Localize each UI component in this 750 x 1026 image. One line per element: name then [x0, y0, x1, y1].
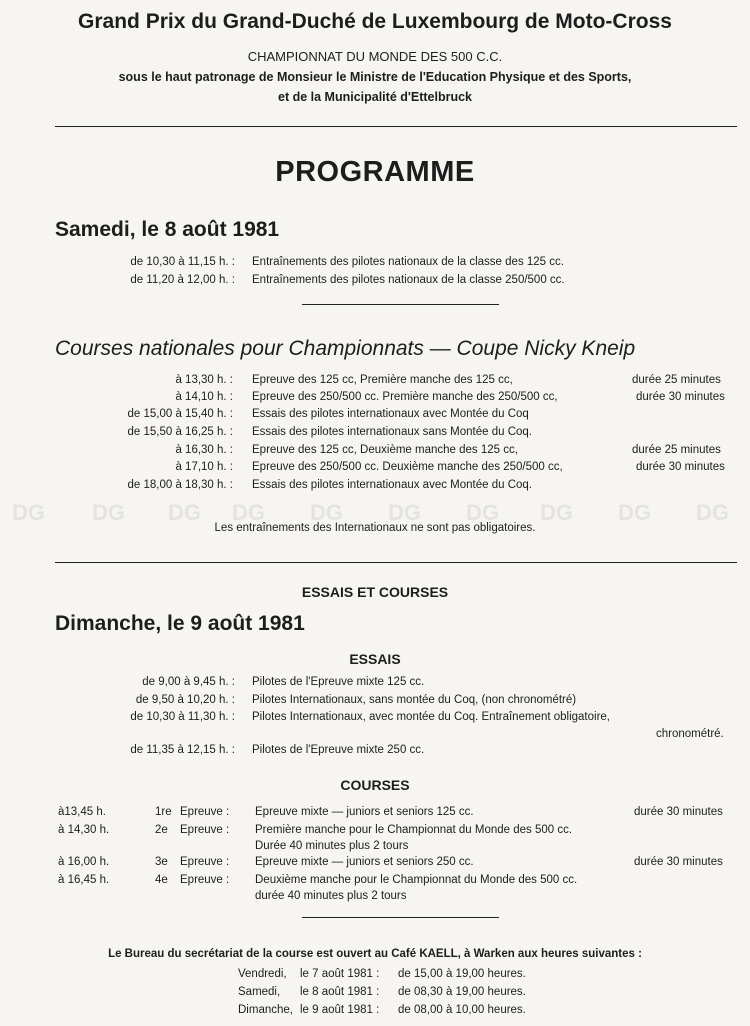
- training-text: Entraînements des pilotes nationaux de la classe des 125 cc.: [252, 256, 564, 268]
- course-time: à13,45 h.: [58, 806, 106, 818]
- national-courses-title: Courses nationales pour Championnats — Coupe Nicky Kneip: [55, 337, 636, 360]
- bureau-hours: de 08,30 à 19,00 heures.: [398, 986, 526, 998]
- course-duration: durée 30 minutes: [634, 856, 723, 868]
- courses-heading: COURSES: [340, 777, 410, 793]
- watermark-logo: DG: [466, 500, 499, 525]
- watermark-logo: DG: [310, 500, 343, 525]
- essai-text: Pilotes de l'Epreuve mixte 125 cc.: [252, 676, 425, 688]
- course-time: à 16,00 h.: [58, 856, 110, 868]
- training-time: de 10,30 à 11,15 h. :: [130, 256, 235, 268]
- bureau-day: Vendredi,: [238, 968, 287, 980]
- saturday-note: Les entraînements des Internationaux ne sont pas obligatoires.: [214, 522, 536, 534]
- watermark: [0, 450, 750, 525]
- patronage-line-1: sous le haut patronage de Monsieur le Ministre de l'Education Physique et des Sports,: [118, 70, 632, 84]
- watermark-logo: DG: [388, 500, 421, 525]
- event-time: à 17,10 h. :: [175, 461, 233, 473]
- essai-time: de 9,50 à 10,20 h. :: [135, 694, 235, 706]
- short-divider: [302, 917, 499, 918]
- course-extra: durée 40 minutes plus 2 tours: [255, 890, 407, 902]
- course-number: 2e: [155, 824, 168, 836]
- watermark-logo: DG: [168, 500, 201, 525]
- event-duration: durée 25 minutes: [632, 374, 721, 386]
- bureau-intro: Le Bureau du secrétariat de la course est ouvert au Café KAELL, à Warken aux heures suivantes :: [108, 948, 642, 960]
- patronage-line-2: et de la Municipalité d'Ettelbruck: [278, 90, 472, 104]
- watermark-logo: DG: [92, 500, 125, 525]
- watermark-logo: DG: [12, 500, 45, 525]
- course-number: 3e: [155, 856, 168, 868]
- championship-subtitle: CHAMPIONNAT DU MONDE DES 500 C.C.: [247, 49, 503, 64]
- header-divider: [55, 126, 737, 127]
- short-divider: [302, 304, 499, 305]
- course-extra: Durée 40 minutes plus 2 tours: [255, 840, 409, 852]
- training-text: Entraînements des pilotes nationaux de la classe 250/500 cc.: [252, 274, 565, 286]
- course-label: Epreuve :: [180, 856, 230, 868]
- event-time: à 13,30 h. :: [175, 374, 233, 386]
- bureau-date: le 9 août 1981 :: [300, 1004, 380, 1016]
- essai-time: de 11,35 à 12,15 h. :: [130, 744, 235, 756]
- event-duration: durée 30 minutes: [636, 391, 725, 403]
- event-text: Epreuve des 125 cc, Deuxième manche des 125 cc,: [252, 444, 518, 456]
- essais-et-courses-heading: ESSAIS ET COURSES: [301, 584, 449, 600]
- course-label: Epreuve :: [180, 874, 230, 886]
- event-duration: durée 25 minutes: [632, 444, 721, 456]
- essai-continuation: chronométré.: [656, 728, 724, 740]
- sunday-heading: Dimanche, le 9 août 1981: [55, 612, 305, 635]
- event-text: Epreuve des 125 cc, Première manche des 125 cc,: [252, 374, 513, 386]
- event-time: de 18,00 à 18,30 h. :: [127, 479, 233, 491]
- event-text: Essais des pilotes internationaux avec Montée du Coq: [252, 408, 529, 420]
- course-text: Première manche pour le Championnat du Monde des 500 cc.: [255, 824, 573, 836]
- watermark-logo: DG: [618, 500, 651, 525]
- course-text: Epreuve mixte — juniors et seniors 125 cc.: [255, 806, 474, 818]
- watermark-logo: DG: [232, 500, 265, 525]
- essais-heading: ESSAIS: [349, 651, 401, 667]
- bureau-day: Samedi,: [238, 986, 281, 998]
- course-time: à 16,45 h.: [58, 874, 110, 886]
- bureau-hours: de 08,00 à 10,00 heures.: [398, 1004, 526, 1016]
- bureau-date: le 8 août 1981 :: [300, 986, 380, 998]
- course-label: Epreuve :: [180, 824, 230, 836]
- event-duration: durée 30 minutes: [636, 461, 725, 473]
- page-title: Grand Prix du Grand-Duché de Luxembourg de Moto-Cross: [78, 10, 672, 33]
- event-text: Epreuve des 250/500 cc. Deuxième manche des 250/500 cc,: [252, 461, 563, 473]
- bureau-date: le 7 août 1981 :: [300, 968, 380, 980]
- event-text: Essais des pilotes internationaux avec Montée du Coq.: [252, 479, 532, 491]
- event-time: à 16,30 h. :: [175, 444, 233, 456]
- essai-text: Pilotes Internationaux, sans montée du Coq, (non chronométré): [252, 694, 577, 706]
- event-text: Essais des pilotes internationaux sans Montée du Coq.: [252, 426, 532, 438]
- saturday-heading: Samedi, le 8 août 1981: [55, 218, 280, 241]
- watermark-logo: DG: [540, 500, 573, 525]
- course-time: à 14,30 h.: [58, 824, 110, 836]
- section-divider: [55, 562, 737, 563]
- training-time: de 11,20 à 12,00 h. :: [130, 274, 235, 286]
- essai-time: de 9,00 à 9,45 h. :: [142, 676, 235, 688]
- programme-heading: PROGRAMME: [275, 156, 475, 188]
- event-text: Epreuve des 250/500 cc. Première manche des 250/500 cc,: [252, 391, 558, 403]
- essai-text: Pilotes Internationaux, avec montée du Coq. Entraînement obligatoire,: [252, 711, 610, 723]
- course-label: Epreuve :: [180, 806, 230, 818]
- essai-time: de 10,30 à 11,30 h. :: [130, 711, 235, 723]
- course-text: Deuxième manche pour le Championnat du Monde des 500 cc.: [255, 874, 578, 886]
- course-number: 4e: [155, 874, 168, 886]
- event-time: de 15,00 à 15,40 h. :: [127, 408, 233, 420]
- event-time: à 14,10 h. :: [175, 391, 233, 403]
- course-duration: durée 30 minutes: [634, 806, 723, 818]
- essai-text: Pilotes de l'Epreuve mixte 250 cc.: [252, 744, 425, 756]
- course-number: 1re: [155, 806, 172, 818]
- watermark-logo: DG: [696, 500, 729, 525]
- bureau-day: Dimanche,: [238, 1004, 293, 1016]
- bureau-hours: de 15,00 à 19,00 heures.: [398, 968, 526, 980]
- course-text: Epreuve mixte — juniors et seniors 250 cc.: [255, 856, 474, 868]
- event-time: de 15,50 à 16,25 h. :: [127, 426, 233, 438]
